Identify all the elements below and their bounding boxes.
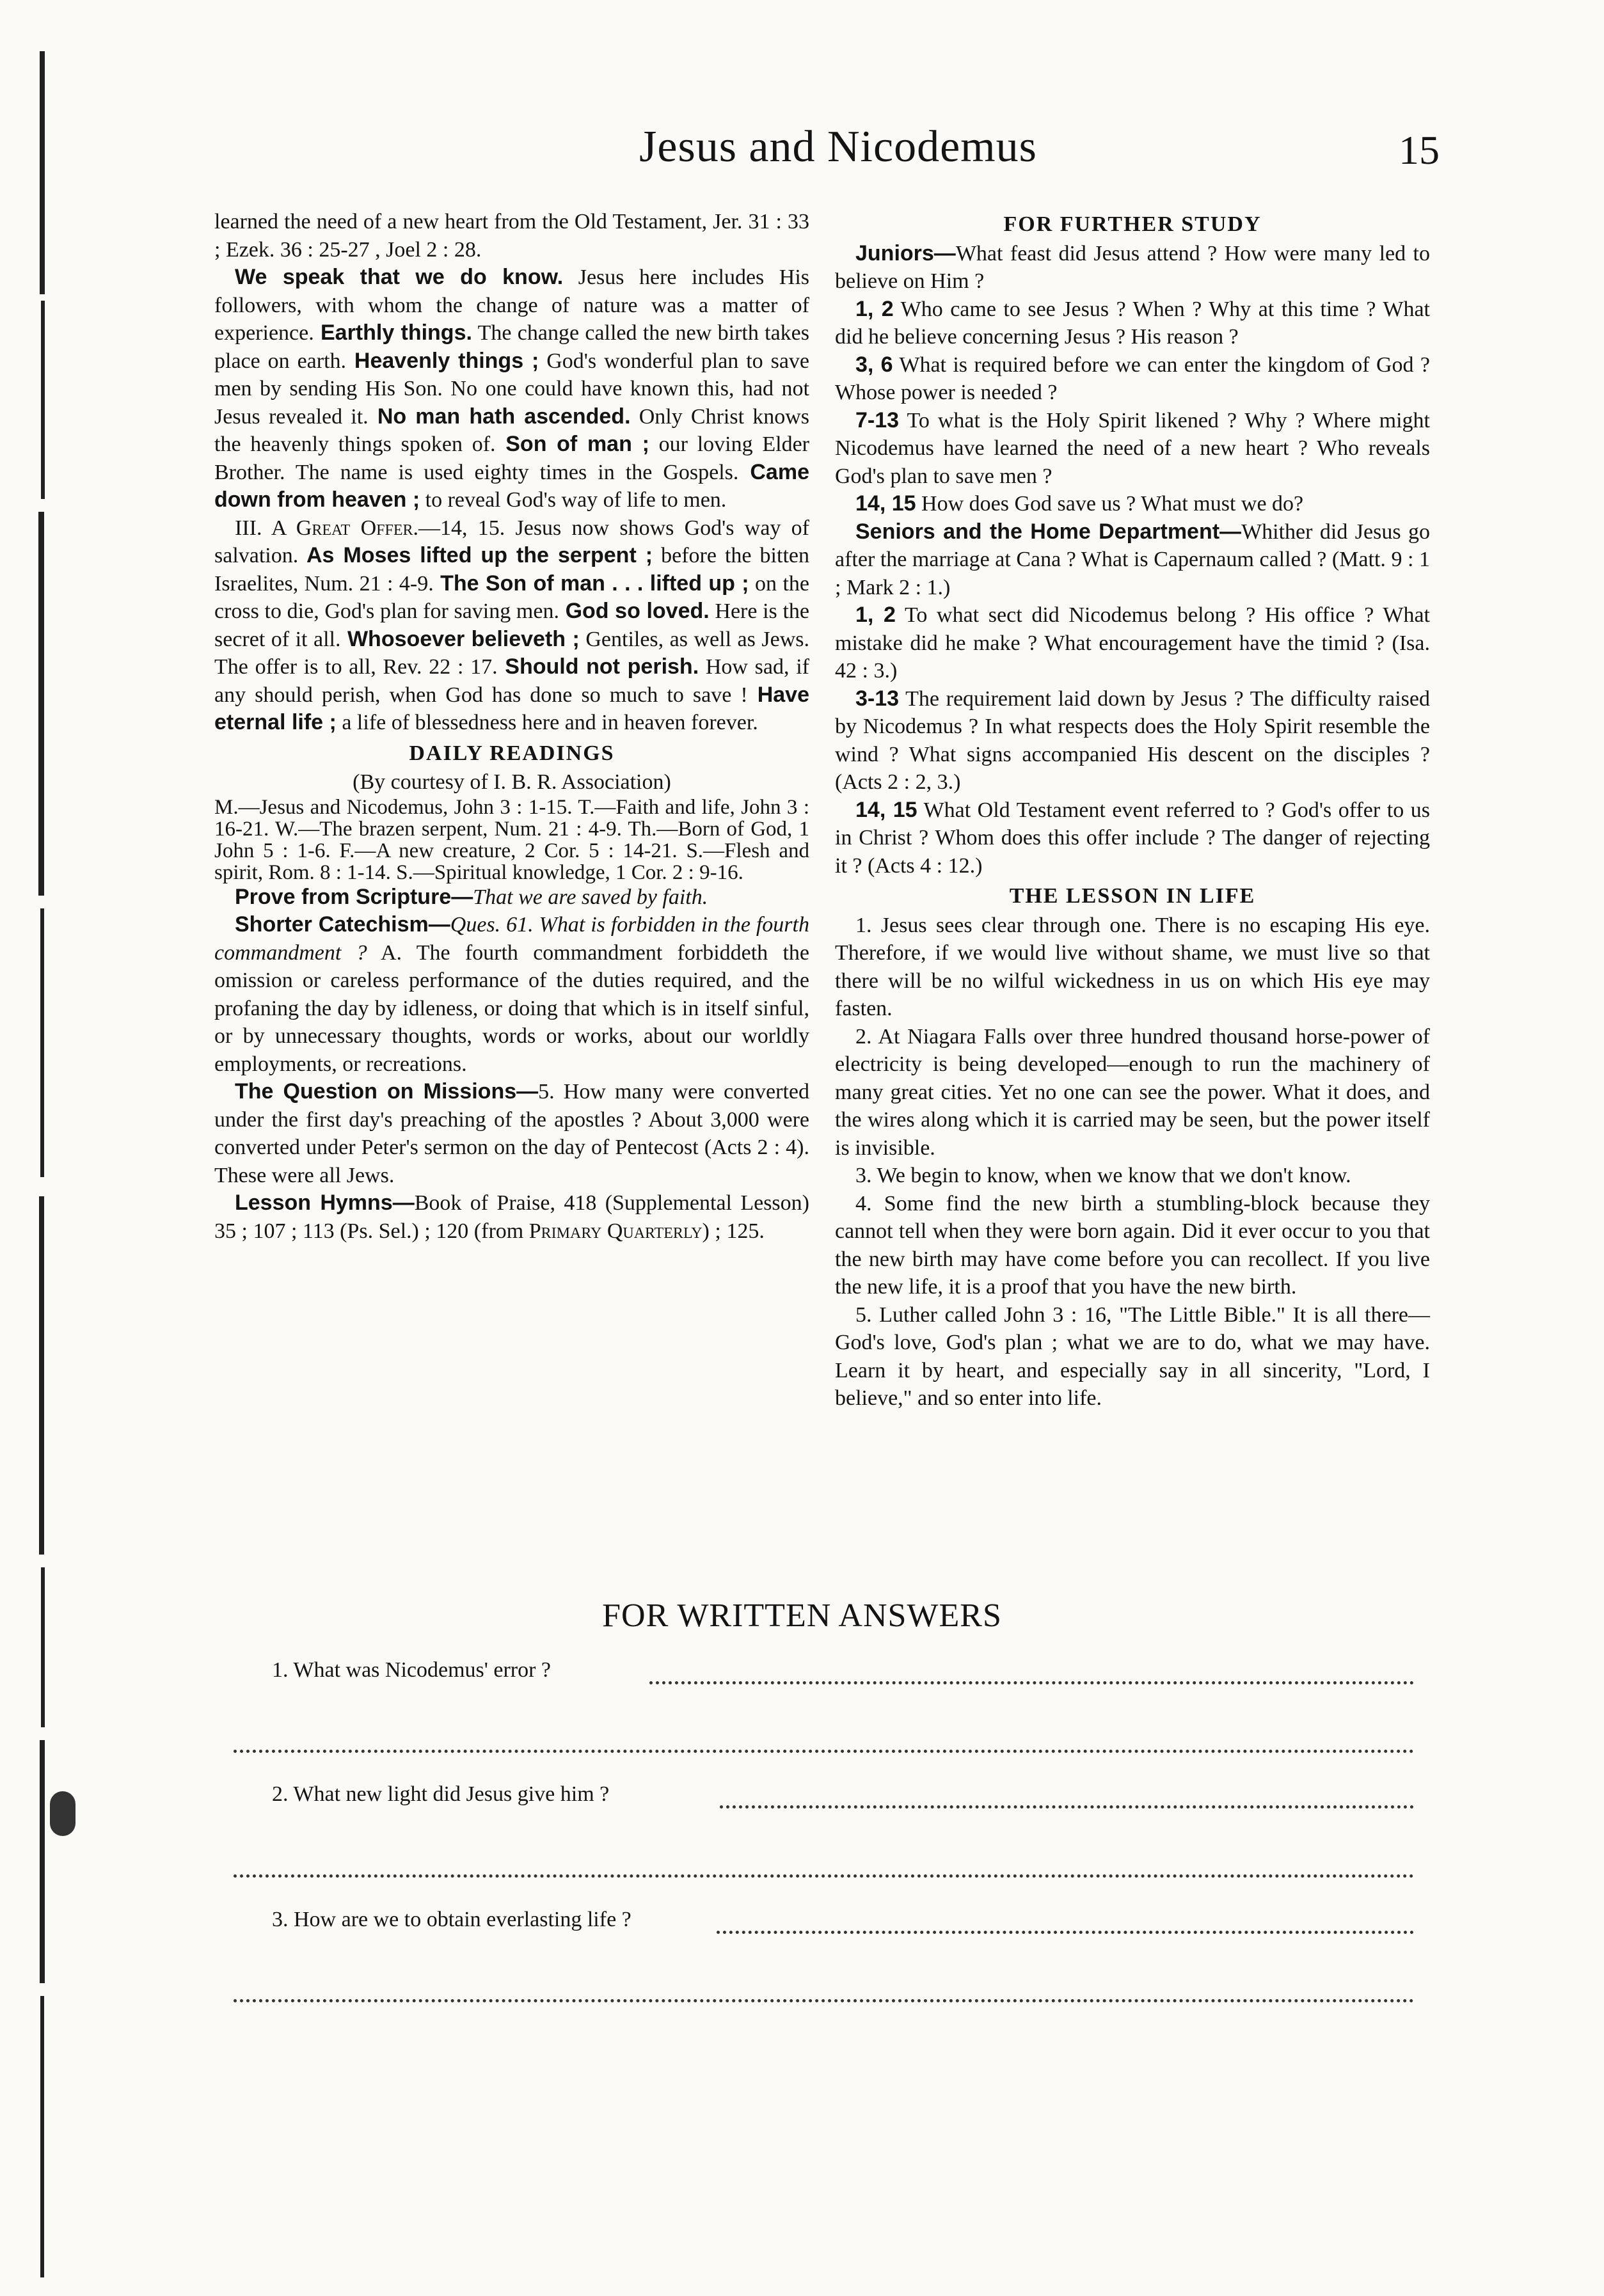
shorter-catechism: Shorter Catechism—Ques. 61. What is forbidden in the fourth commandment ? A. The fourth commandment forbiddeth the omission or careless performance of the duties required, and the profaning the day by idleness, or doing that which is in itself sinful, or by unnecessary thoughts, words or works, about our worldly employments, or recreations. <box>214 912 809 1076</box>
prove-from-scripture: Prove from Scripture—That we are saved by faith. <box>235 884 708 909</box>
daily-readings-credit: (By courtesy of I. B. R. Association) <box>353 770 671 794</box>
juniors-intro: Juniors—What feast did Jesus attend ? How were many led to believe on Him ? <box>835 241 1430 293</box>
answer-line-2a[interactable] <box>720 1805 1414 1809</box>
life-point-5: 5. Luther called John 3 : 16, "The Little Bible." It is all there—God's love, God's plan ; what we are to do, what we may have. Learn it by heart, and especially say in all sincerity, "Lord, I believe," and so enter into life. <box>835 1302 1430 1410</box>
right-column <box>835 208 1430 1413</box>
seniors-intro: Seniors and the Home Department—Whither did Jesus go after the marriage at Cana ? What is Capernaum called ? (Matt. 9 : 1 ; Mark 2 : 1.) <box>835 519 1430 599</box>
seniors-q-3-13: 3-13 The requirement laid down by Jesus ? The difficulty raised by Nicodemus ? In what respects does the Holy Spirit resemble the wind ? What signs accompanied His descent on the disciples ? (Acts 2 : 2, 3.) <box>835 686 1430 794</box>
daily-readings-list: M.—Jesus and Nicodemus, John 3 : 1-15. T.—Faith and life, John 3 : 16-21. W.—The brazen serpent, Num. 21 : 4-9. Th.—Born of God, 1 John 5 : 1-6. F.—A new creature, 2 Cor. 5 : 14-21. S.—Flesh and spirit, Rom. 8 : 1-14. S.—Spiritual knowledge, 1 Cor. 2 : 9-16. <box>214 795 809 884</box>
running-title: Jesus and Nicodemus <box>639 122 1037 171</box>
juniors-q-3-6: 3, 6 What is required before we can enter the kingdom of God ? Whose power is needed ? <box>835 352 1430 404</box>
answer-line-1b[interactable] <box>234 1750 1414 1753</box>
life-point-1: 1. Jesus sees clear through one. There is no escaping His eye. Therefore, if we would live without shame, we must live so that there will be no wilful wickedness in us on which His eye may fasten. <box>835 913 1430 1020</box>
answer-line-1a[interactable] <box>649 1681 1414 1684</box>
paragraph-we-speak: We speak that we do know. Jesus here includes His followers, with whom the change of nature was a matter of experience. Earthly things. The change called the new birth takes place on earth. Heavenly things ; God's wonderful plan to save men by sending His Son. No one could have known this, had not Jesus revealed it. No man hath ascended. Only Christ knows the heavenly things spoken of. Son of man ; our loving Elder Brother. The name is used eighty times in the Gospels. Came down from heaven ; to reveal God's way of life to men. <box>214 265 810 512</box>
paragraph-old-testament: learned the need of a new heart from the Old Testament, Jer. 31 : 33 ; Ezek. 36 : 25-27 , Joel 2 : 28. <box>214 210 809 262</box>
answer-line-3b[interactable] <box>234 1999 1414 2002</box>
life-point-2: 2. At Niagara Falls over three hundred thousand horse-power of electricity is being developed—enough to run the machinery of many great cities. Yet no one can see the power. What it does, and the wires along which it is carried may be seen, but the power itself is invisible. <box>835 1024 1430 1160</box>
paragraph-great-offer: III. A Great Offer.—14, 15. Jesus now shows God's way of salvation. As Moses lifted up the serpent ; before the bitten Israelites, Num. 21 : 4-9. The Son of man . . . lifted up ; on the cross to die, God's plan for saving men. God so loved. Here is the secret of it all. Whosoever believeth ; Gentiles, as well as Jews. The offer is to all, Rev. 22 : 17. Should not perish. How sad, if any should perish, when God has done so much to save ! Have eternal life ; a life of blessedness here and in heaven forever. <box>214 516 810 734</box>
seniors-q-1-2: 1, 2 To what sect did Nicodemus belong ? His office ? What mistake did he make ? What encouragement have the timid ? (Isa. 42 : 3.) <box>835 603 1430 683</box>
page-number: 15 <box>1399 127 1440 173</box>
answer-line-3a[interactable] <box>717 1931 1414 1934</box>
juniors-q-14-15: 14, 15 How does God save us ? What must we do? <box>855 491 1304 516</box>
life-point-3: 3. We begin to know, when we know that we don't know. <box>855 1164 1351 1187</box>
life-point-4: 4. Some find the new birth a stumbling-block because they cannot tell when they were born again. Did it ever occur to you that the new birth may have come before you can recollect. If you live the new life, it is a proof that you have the new birth. <box>835 1191 1430 1299</box>
left-column <box>214 208 809 1245</box>
juniors-q-7-13: 7-13 To what is the Holy Spirit likened ? Why ? Where might Nicodemus have learned the need of a new heart ? Who reveals God's plan to save men ? <box>835 408 1430 488</box>
lesson-hymns: Lesson Hymns—Book of Praise, 418 (Supplemental Lesson) 35 ; 107 ; 113 (Ps. Sel.) ; 120 (from Primary Quarterly) ; 125. <box>214 1191 809 1243</box>
further-study-heading: FOR FURTHER STUDY <box>1003 212 1262 236</box>
written-answers-heading: FOR WRITTEN ANSWERS <box>602 1597 1002 1634</box>
juniors-q-1-2: 1, 2 Who came to see Jesus ? When ? Why at this time ? What did he believe concerning Jesus ? His reason ? <box>835 296 1430 349</box>
written-question-1: 1. What was Nicodemus' error ? <box>272 1658 552 1682</box>
lesson-in-life-heading: THE LESSON IN LIFE <box>1009 884 1256 908</box>
question-on-missions: The Question on Missions—5. How many were converted under the first day's preaching of the apostles ? About 3,000 were converted under Peter's sermon on the day of Pentecost (Acts 2 : 4). These were all Jews. <box>214 1079 810 1187</box>
answer-line-2b[interactable] <box>234 1874 1414 1878</box>
seniors-q-14-15: 14, 15 What Old Testament event referred to ? God's offer to us in Christ ? Whom does this offer include ? The danger of rejecting it ? (Acts 4 : 12.) <box>835 797 1430 878</box>
page-edge-marks <box>0 0 61 2296</box>
written-question-3: 3. How are we to obtain everlasting life ? <box>272 1908 631 1931</box>
daily-readings-heading: DAILY READINGS <box>409 741 615 765</box>
written-question-2: 2. What new light did Jesus give him ? <box>272 1782 610 1806</box>
